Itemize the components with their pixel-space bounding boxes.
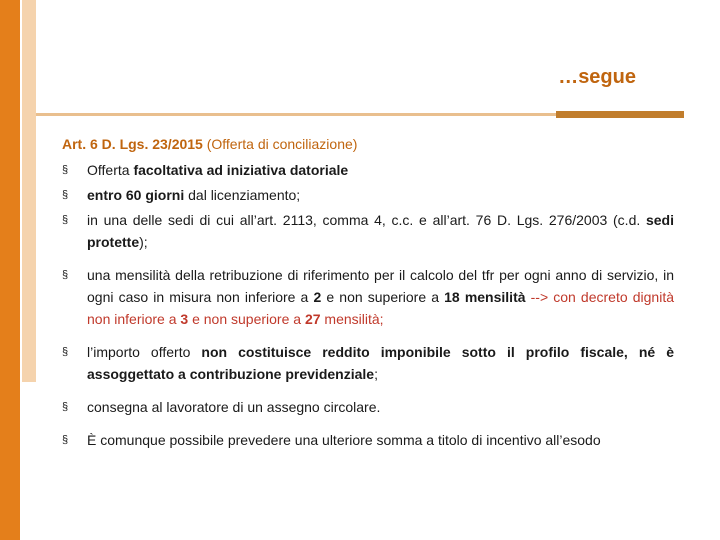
article-heading-desc: (Offerta di conciliazione) bbox=[202, 136, 358, 152]
item-text: l’importo offerto bbox=[87, 344, 202, 360]
article-heading-ref: Art. 6 D. Lgs. 23/2015 bbox=[62, 136, 203, 152]
segue-title: …segue bbox=[558, 66, 636, 88]
header-divider bbox=[36, 113, 636, 116]
item-text-bold: sedi protette bbox=[87, 212, 674, 250]
item-text: Offerta bbox=[87, 162, 134, 178]
item-text-red: mensilità; bbox=[320, 311, 384, 327]
item-text: dal licenziamento; bbox=[184, 187, 301, 203]
list-item bbox=[62, 396, 674, 418]
header-divider-accent bbox=[556, 111, 684, 118]
item-text-bold: 18 mensilità bbox=[444, 289, 526, 305]
item-text-bold: non costituisce reddito imponibile sotto il profilo fiscale, né è assoggettato a contribuzione previdenziale bbox=[87, 344, 674, 382]
list-item bbox=[62, 429, 674, 451]
item-text: in una delle sedi di cui all’art. 2113, comma 4, c.c. e all’art. 76 D. Lgs. 276/2003 (c.d. bbox=[87, 212, 646, 228]
item-text: ; bbox=[374, 366, 378, 382]
bullet-marker: § bbox=[62, 214, 69, 226]
bullet-marker: § bbox=[62, 346, 69, 358]
item-text: una mensilità della retribuzione di riferimento per il calcolo del tfr per ogni anno di servizio, in ogni caso in misura non inferiore a bbox=[87, 267, 674, 305]
bullet-marker: § bbox=[62, 401, 69, 413]
bullet-marker: § bbox=[62, 269, 69, 281]
item-text-red: --> con decreto dignità non inferiore a bbox=[87, 289, 674, 327]
item-text-bold: entro 60 giorni bbox=[87, 187, 185, 203]
bullet-marker: § bbox=[62, 164, 69, 176]
sidebar-accent-dark bbox=[0, 0, 20, 540]
item-text-bold: 2 bbox=[313, 289, 322, 305]
list-item bbox=[62, 264, 674, 330]
item-text-red-bold: 3 bbox=[180, 311, 189, 327]
item-text-red: e non superiore a bbox=[188, 311, 305, 327]
bullet-list bbox=[62, 159, 674, 451]
item-text: È comunque possibile prevedere una ulteriore somma a titolo di incentivo all’esodo bbox=[87, 432, 601, 448]
list-item bbox=[62, 209, 674, 253]
bullet-marker: § bbox=[62, 189, 69, 201]
slide-body bbox=[62, 133, 674, 451]
item-text: ); bbox=[139, 234, 148, 250]
item-text-bold: facoltativa ad iniziativa datoriale bbox=[133, 162, 349, 178]
item-text: e non superiore a bbox=[321, 289, 445, 305]
sidebar-accent-light bbox=[22, 0, 36, 382]
list-item bbox=[62, 184, 674, 206]
item-text-red-bold: 27 bbox=[304, 311, 321, 327]
list-item bbox=[62, 159, 674, 181]
list-item bbox=[62, 341, 674, 385]
bullet-marker: § bbox=[62, 434, 69, 446]
article-heading bbox=[62, 133, 674, 155]
item-text: consegna al lavoratore di un assegno circolare. bbox=[87, 399, 381, 415]
